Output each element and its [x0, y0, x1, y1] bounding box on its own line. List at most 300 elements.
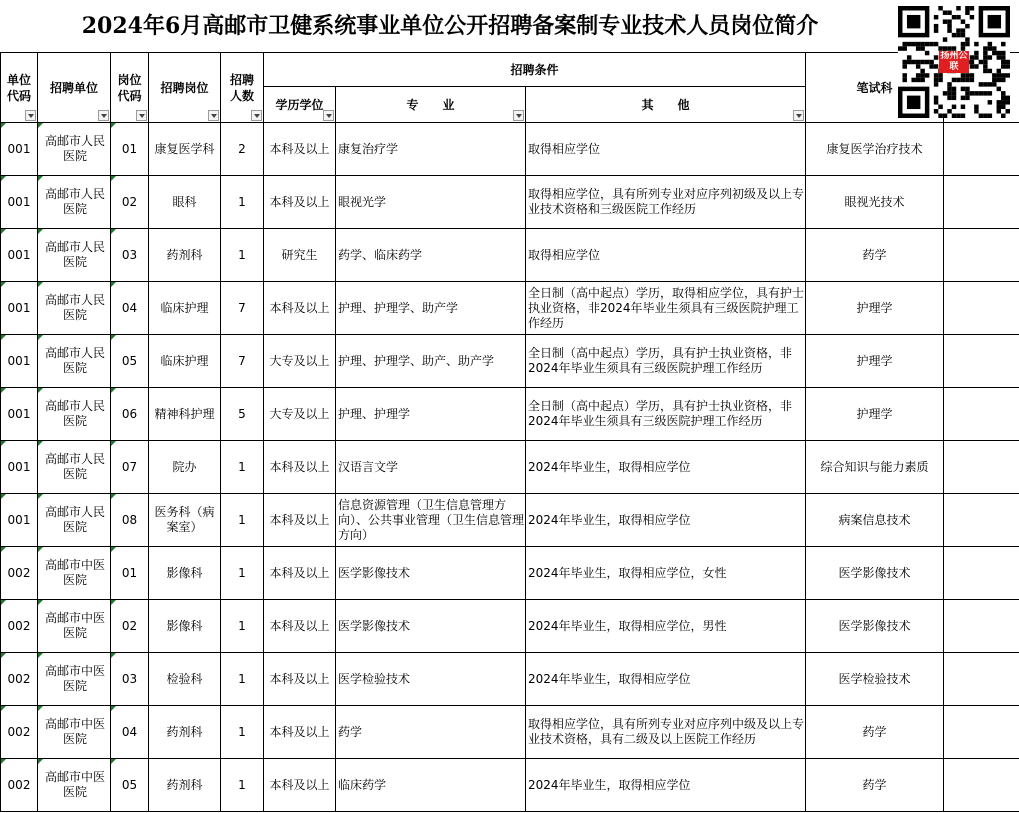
education-cell-text: 本科及以上	[269, 512, 330, 527]
education-cell	[264, 759, 336, 812]
unit-code-cell-text: 002	[7, 565, 31, 580]
post-code-cell	[111, 653, 149, 706]
comment-marker	[111, 494, 116, 499]
filter-major-button[interactable]	[513, 110, 524, 121]
comment-marker	[1, 229, 6, 234]
exam-cell-text: 医学影像技术	[838, 565, 911, 580]
count-cell	[221, 176, 264, 229]
count-cell	[221, 759, 264, 812]
filter-count-button[interactable]	[251, 110, 262, 121]
qr-code	[898, 6, 1010, 118]
count-cell	[221, 229, 264, 282]
post-code-cell-text: 02	[121, 618, 138, 633]
other-cell	[526, 653, 806, 706]
header-unit-code: 单位代码	[1, 53, 38, 123]
unit-code-cell-text: 002	[7, 724, 31, 739]
post-cell	[149, 176, 221, 229]
exam-cell-text: 药学	[862, 777, 887, 792]
header-unit: 招聘单位	[38, 53, 111, 123]
unit-cell-text: 高邮市人民医院	[44, 452, 105, 481]
unit-code-cell	[1, 547, 38, 600]
comment-marker	[38, 388, 43, 393]
exam-cell-text: 医学检验技术	[838, 671, 911, 686]
count-cell-text: 1	[238, 247, 246, 262]
unit-cell-text: 高邮市中医医院	[44, 770, 105, 799]
comment-marker	[1, 176, 6, 181]
education-cell-text: 本科及以上	[269, 565, 330, 580]
other-cell-text: 取得相应学位，具有所列专业对应序列初级及以上专业技术资格和三级医院工作经历	[528, 187, 805, 216]
major-cell	[336, 229, 526, 282]
other-cell-text: 全日制（高中起点）学历，取得相应学位，具有护士执业资格，非2024年毕业生须具有三级医院护理工作经历	[528, 285, 805, 330]
comment-marker	[1, 335, 6, 340]
exam-cell-text: 病案信息技术	[838, 512, 911, 527]
comment-marker	[111, 600, 116, 605]
extra-cell	[944, 229, 1019, 282]
major-cell-text: 医学影像技术	[338, 565, 411, 580]
education-cell-text: 研究生	[281, 247, 318, 262]
count-cell	[221, 123, 264, 176]
comment-marker	[1, 600, 6, 605]
post-cell	[149, 282, 221, 335]
exam-cell	[806, 229, 944, 282]
exam-cell	[806, 282, 944, 335]
unit-code-cell	[1, 282, 38, 335]
unit-cell	[38, 282, 111, 335]
header-conditions: 招聘条件	[264, 53, 806, 87]
major-cell-text: 汉语言文学	[338, 459, 399, 474]
other-cell-text: 取得相应学位	[528, 247, 601, 262]
post-cell	[149, 706, 221, 759]
post-code-cell	[111, 335, 149, 388]
unit-code-cell	[1, 494, 38, 547]
post-code-cell-text: 07	[121, 459, 138, 474]
comment-marker	[38, 123, 43, 128]
header-count: 招聘人数	[221, 53, 264, 123]
table-row	[1, 335, 1019, 388]
recruitment-table	[0, 52, 1019, 812]
exam-cell-text: 综合知识与能力素质	[820, 459, 929, 474]
count-cell-text: 1	[238, 777, 246, 792]
exam-cell-text: 护理学	[856, 353, 893, 368]
post-cell-text: 影像科	[166, 565, 203, 580]
comment-marker	[1, 282, 6, 287]
count-cell-text: 1	[238, 724, 246, 739]
filter-post-button[interactable]	[208, 110, 219, 121]
post-code-cell	[111, 176, 149, 229]
comment-marker	[38, 653, 43, 658]
post-cell-text: 临床护理	[160, 353, 209, 368]
unit-cell	[38, 388, 111, 441]
unit-cell	[38, 653, 111, 706]
comment-marker	[38, 229, 43, 234]
major-cell	[336, 494, 526, 547]
unit-code-cell	[1, 441, 38, 494]
post-code-cell	[111, 706, 149, 759]
major-cell	[336, 388, 526, 441]
exam-cell	[806, 600, 944, 653]
post-cell-text: 精神科护理	[154, 406, 215, 421]
post-cell-text: 眼科	[172, 194, 197, 209]
unit-cell-text: 高邮市人民医院	[44, 399, 105, 428]
post-cell-text: 临床护理	[160, 300, 209, 315]
major-cell-text: 医学影像技术	[338, 618, 411, 633]
unit-cell	[38, 600, 111, 653]
post-cell-text: 药剂科	[166, 777, 203, 792]
comment-marker	[111, 123, 116, 128]
unit-code-cell-text: 002	[7, 671, 31, 686]
unit-code-cell	[1, 388, 38, 441]
extra-cell	[944, 123, 1019, 176]
education-cell-text: 本科及以上	[269, 777, 330, 792]
table-row	[1, 653, 1019, 706]
unit-code-cell	[1, 123, 38, 176]
education-cell	[264, 547, 336, 600]
education-cell-text: 本科及以上	[269, 724, 330, 739]
unit-code-cell-text: 001	[7, 300, 31, 315]
unit-cell	[38, 123, 111, 176]
unit-code-cell-text: 002	[7, 777, 31, 792]
post-code-cell-text: 03	[121, 247, 138, 262]
education-cell	[264, 441, 336, 494]
count-cell-text: 1	[238, 512, 246, 527]
count-cell-text: 1	[238, 459, 246, 474]
comment-marker	[111, 706, 116, 711]
comment-marker	[38, 600, 43, 605]
count-cell-text: 5	[238, 406, 246, 421]
unit-cell-text: 高邮市人民医院	[44, 240, 105, 269]
exam-cell	[806, 759, 944, 812]
education-cell-text: 本科及以上	[269, 194, 330, 209]
extra-cell	[944, 282, 1019, 335]
comment-marker	[111, 547, 116, 552]
table-row	[1, 441, 1019, 494]
exam-cell	[806, 335, 944, 388]
major-cell-text: 信息资源管理（卫生信息管理方向）、公共事业管理（卫生信息管理方向）	[338, 497, 525, 542]
extra-cell	[944, 441, 1019, 494]
post-cell-text: 医务科（病案室）	[154, 505, 215, 534]
unit-cell-text: 高邮市人民医院	[44, 293, 105, 322]
table-row	[1, 229, 1019, 282]
comment-marker	[1, 494, 6, 499]
unit-code-cell	[1, 176, 38, 229]
major-cell	[336, 176, 526, 229]
post-cell	[149, 653, 221, 706]
table-row	[1, 759, 1019, 812]
exam-cell-text: 药学	[862, 724, 887, 739]
comment-marker	[38, 494, 43, 499]
education-cell	[264, 706, 336, 759]
table-row	[1, 282, 1019, 335]
post-cell	[149, 229, 221, 282]
filter-other-button[interactable]	[793, 110, 804, 121]
header-post: 招聘岗位	[149, 53, 221, 123]
header-exam: 笔试科	[806, 53, 944, 123]
exam-cell	[806, 123, 944, 176]
comment-marker	[38, 176, 43, 181]
count-cell	[221, 335, 264, 388]
post-code-cell	[111, 600, 149, 653]
count-cell	[221, 547, 264, 600]
unit-cell-text: 高邮市中医医院	[44, 664, 105, 693]
extra-cell	[944, 759, 1019, 812]
extra-cell	[944, 176, 1019, 229]
other-cell	[526, 441, 806, 494]
comment-marker	[38, 547, 43, 552]
other-cell-text: 2024年毕业生，取得相应学位	[528, 777, 691, 792]
education-cell	[264, 335, 336, 388]
comment-marker	[38, 706, 43, 711]
exam-cell-text: 护理学	[856, 406, 893, 421]
education-cell-text: 本科及以上	[269, 300, 330, 315]
comment-marker	[1, 547, 6, 552]
post-code-cell	[111, 388, 149, 441]
header-other: 其 他	[526, 87, 806, 123]
major-cell	[336, 547, 526, 600]
major-cell	[336, 441, 526, 494]
count-cell	[221, 441, 264, 494]
filter-unit-code-button[interactable]	[25, 110, 36, 121]
unit-cell	[38, 706, 111, 759]
unit-code-cell-text: 001	[7, 247, 31, 262]
extra-cell	[944, 388, 1019, 441]
unit-cell	[38, 759, 111, 812]
post-code-cell-text: 01	[121, 141, 138, 156]
count-cell	[221, 494, 264, 547]
post-code-cell-text: 04	[121, 300, 138, 315]
count-cell-text: 1	[238, 565, 246, 580]
extra-cell	[944, 494, 1019, 547]
major-cell	[336, 759, 526, 812]
extra-cell	[944, 600, 1019, 653]
post-code-cell	[111, 759, 149, 812]
count-cell	[221, 600, 264, 653]
other-cell-text: 2024年毕业生，取得相应学位	[528, 512, 691, 527]
major-cell	[336, 282, 526, 335]
comment-marker	[1, 653, 6, 658]
unit-code-cell-text: 002	[7, 618, 31, 633]
post-code-cell	[111, 123, 149, 176]
other-cell	[526, 388, 806, 441]
header-post-code: 岗位代码	[111, 53, 149, 123]
education-cell	[264, 229, 336, 282]
filter-education-button[interactable]	[323, 110, 334, 121]
extra-cell	[944, 706, 1019, 759]
education-cell-text: 本科及以上	[269, 671, 330, 686]
education-cell	[264, 176, 336, 229]
unit-cell	[38, 335, 111, 388]
table-row	[1, 388, 1019, 441]
unit-code-cell	[1, 706, 38, 759]
count-cell	[221, 653, 264, 706]
table-row	[1, 600, 1019, 653]
extra-cell	[944, 653, 1019, 706]
post-cell	[149, 600, 221, 653]
comment-marker	[111, 441, 116, 446]
filter-post-code-button[interactable]	[136, 110, 147, 121]
post-cell-text: 影像科	[166, 618, 203, 633]
exam-cell-text: 康复医学治疗技术	[826, 141, 923, 156]
extra-cell	[944, 547, 1019, 600]
count-cell	[221, 706, 264, 759]
qr-label: 扬州公联	[940, 51, 968, 72]
unit-code-cell-text: 001	[7, 459, 31, 474]
header-major: 专 业	[336, 87, 526, 123]
comment-marker	[111, 176, 116, 181]
exam-cell	[806, 706, 944, 759]
exam-cell-text: 药学	[862, 247, 887, 262]
unit-code-cell-text: 001	[7, 406, 31, 421]
unit-code-cell-text: 001	[7, 353, 31, 368]
comment-marker	[38, 282, 43, 287]
exam-cell	[806, 547, 944, 600]
post-code-cell-text: 03	[121, 671, 138, 686]
unit-code-cell-text: 001	[7, 512, 31, 527]
post-cell	[149, 759, 221, 812]
exam-cell	[806, 494, 944, 547]
major-cell-text: 眼视光学	[338, 194, 387, 209]
education-cell	[264, 123, 336, 176]
other-cell-text: 全日制（高中起点）学历，具有护士执业资格，非2024年毕业生须具有三级医院护理工作经历	[528, 346, 793, 375]
major-cell-text: 医学检验技术	[338, 671, 411, 686]
unit-cell-text: 高邮市中医医院	[44, 558, 105, 587]
education-cell	[264, 494, 336, 547]
exam-cell	[806, 176, 944, 229]
other-cell	[526, 176, 806, 229]
unit-code-cell	[1, 759, 38, 812]
comment-marker	[111, 388, 116, 393]
exam-cell	[806, 388, 944, 441]
major-cell	[336, 653, 526, 706]
table-row	[1, 547, 1019, 600]
post-cell	[149, 335, 221, 388]
comment-marker	[38, 335, 43, 340]
other-cell	[526, 759, 806, 812]
other-cell-text: 全日制（高中起点）学历，具有护士执业资格，非2024年毕业生须具有三级医院护理工作经历	[528, 399, 793, 428]
post-cell-text: 药剂科	[166, 247, 203, 262]
count-cell	[221, 388, 264, 441]
major-cell-text: 药学、临床药学	[338, 247, 423, 262]
education-cell-text: 本科及以上	[269, 618, 330, 633]
comment-marker	[111, 282, 116, 287]
other-cell-text: 2024年毕业生，取得相应学位，女性	[528, 565, 727, 580]
comment-marker	[111, 229, 116, 234]
unit-cell-text: 高邮市人民医院	[44, 134, 105, 163]
major-cell-text: 护理、护理学、助产学	[338, 300, 459, 315]
unit-code-cell	[1, 653, 38, 706]
count-cell-text: 1	[238, 618, 246, 633]
major-cell-text: 临床药学	[338, 777, 387, 792]
post-cell	[149, 123, 221, 176]
count-cell-text: 1	[238, 671, 246, 686]
exam-cell-text: 眼视光技术	[844, 194, 905, 209]
unit-cell	[38, 441, 111, 494]
major-cell-text: 康复治疗学	[338, 141, 399, 156]
unit-code-cell	[1, 229, 38, 282]
post-code-cell	[111, 547, 149, 600]
other-cell-text: 2024年毕业生，取得相应学位	[528, 671, 691, 686]
post-cell-text: 院办	[172, 459, 197, 474]
education-cell	[264, 282, 336, 335]
exam-cell	[806, 653, 944, 706]
major-cell	[336, 123, 526, 176]
other-cell-text: 取得相应学位	[528, 141, 601, 156]
other-cell	[526, 123, 806, 176]
education-cell	[264, 653, 336, 706]
table-row	[1, 176, 1019, 229]
unit-cell-text: 高邮市中医医院	[44, 611, 105, 640]
other-cell	[526, 600, 806, 653]
major-cell	[336, 335, 526, 388]
education-cell-text: 大专及以上	[269, 406, 330, 421]
major-cell-text: 药学	[338, 724, 363, 739]
post-code-cell	[111, 229, 149, 282]
table-row	[1, 123, 1019, 176]
header-education: 学历学位	[264, 87, 336, 123]
count-cell-text: 1	[238, 194, 246, 209]
comment-marker	[1, 759, 6, 764]
other-cell	[526, 335, 806, 388]
exam-cell	[806, 441, 944, 494]
count-cell-text: 7	[238, 353, 246, 368]
comment-marker	[1, 706, 6, 711]
page-title: 2024年6月高邮市卫健系统事业单位公开招聘备案制专业技术人员岗位简介	[81, 13, 819, 39]
table-row	[1, 494, 1019, 547]
comment-marker	[38, 759, 43, 764]
other-cell	[526, 706, 806, 759]
other-cell	[526, 494, 806, 547]
other-cell-text: 取得相应学位，具有所列专业对应序列中级及以上专业技术资格，具有二级及以上医院工作经历	[528, 717, 805, 746]
post-code-cell	[111, 282, 149, 335]
major-cell-text: 护理、护理学	[338, 406, 411, 421]
post-cell	[149, 388, 221, 441]
post-cell-text: 康复医学科	[154, 141, 215, 156]
unit-cell-text: 高邮市中医医院	[44, 717, 105, 746]
unit-cell-text: 高邮市人民医院	[44, 187, 105, 216]
count-cell-text: 7	[238, 300, 246, 315]
table-row	[1, 706, 1019, 759]
comment-marker	[1, 123, 6, 128]
unit-cell	[38, 547, 111, 600]
filter-unit-button[interactable]	[98, 110, 109, 121]
major-cell-text: 护理、护理学、助产、助产学	[338, 353, 495, 368]
post-code-cell-text: 04	[121, 724, 138, 739]
count-cell-text: 2	[238, 141, 246, 156]
post-code-cell-text: 01	[121, 565, 138, 580]
unit-code-cell-text: 001	[7, 141, 31, 156]
post-cell	[149, 547, 221, 600]
count-cell	[221, 282, 264, 335]
unit-code-cell	[1, 600, 38, 653]
exam-cell-text: 医学影像技术	[838, 618, 911, 633]
comment-marker	[111, 335, 116, 340]
comment-marker	[111, 653, 116, 658]
unit-cell	[38, 494, 111, 547]
unit-code-cell-text: 001	[7, 194, 31, 209]
education-cell	[264, 388, 336, 441]
education-cell-text: 大专及以上	[269, 353, 330, 368]
other-cell	[526, 547, 806, 600]
post-cell	[149, 494, 221, 547]
post-code-cell-text: 05	[121, 353, 138, 368]
major-cell	[336, 600, 526, 653]
unit-cell-text: 高邮市人民医院	[44, 505, 105, 534]
other-cell	[526, 282, 806, 335]
comment-marker	[1, 441, 6, 446]
post-code-cell	[111, 441, 149, 494]
major-cell	[336, 706, 526, 759]
post-code-cell-text: 06	[121, 406, 138, 421]
comment-marker	[111, 759, 116, 764]
